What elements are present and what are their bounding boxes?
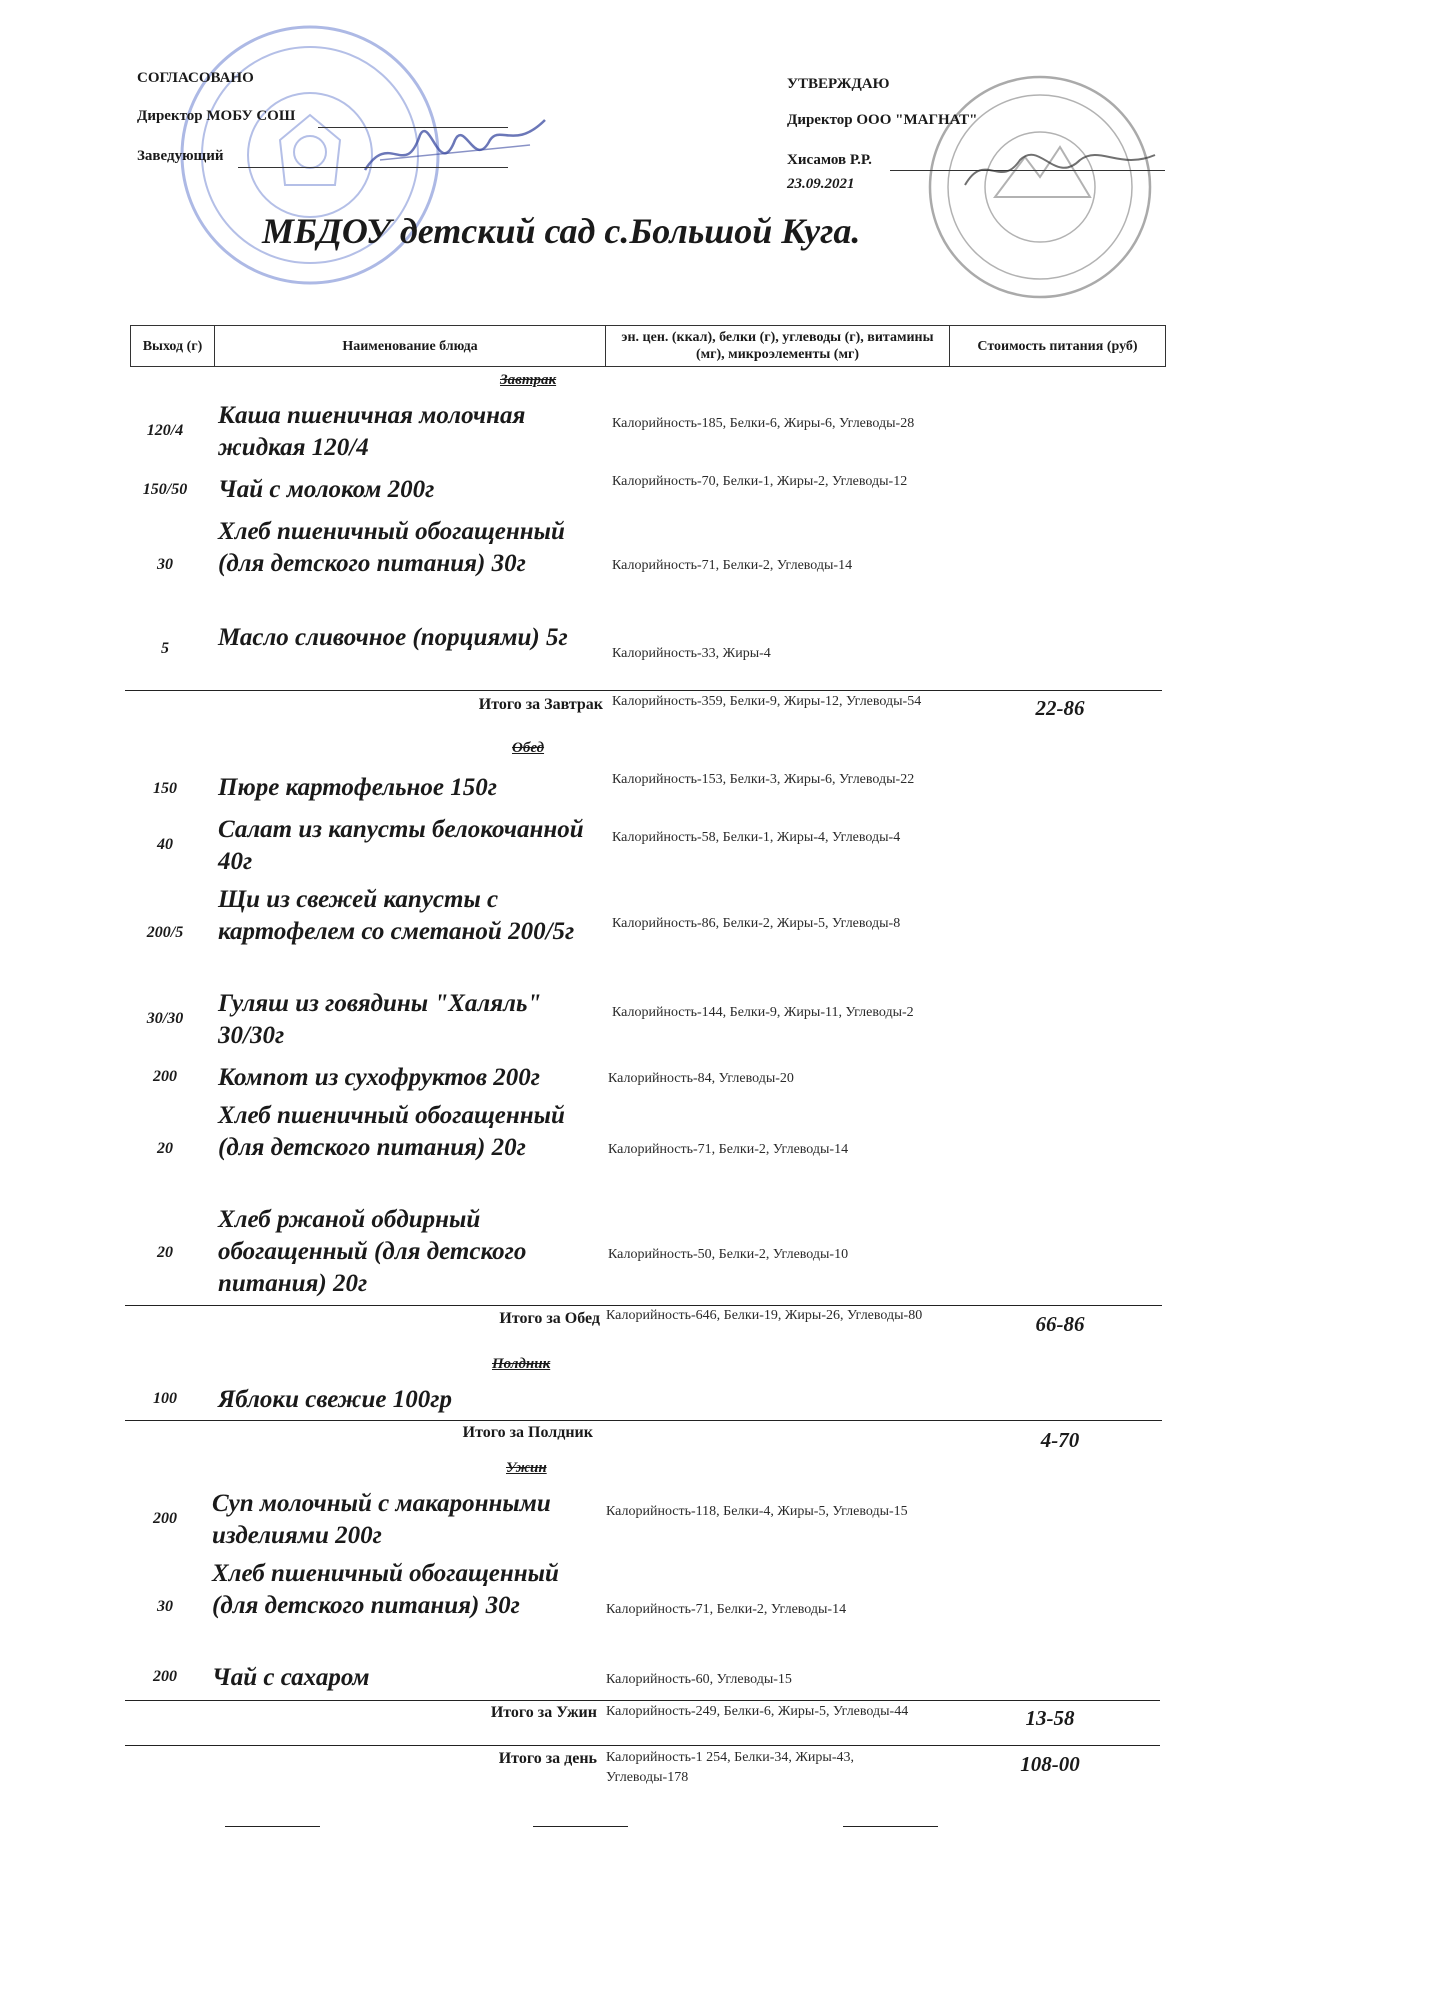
row-weight: 40 [157,836,173,853]
row-dish: Яблоки свежие 100гр [218,1386,452,1413]
row-dish: Суп молочный с макаронными изделиями 200г [212,1490,551,1549]
total-nutrition-breakfast: Калорийность-359, Белки-9, Жиры-12, Углеводы-54 [612,694,922,709]
row-dish: Каша пшеничная молочная жидкая 120/4 [218,402,526,461]
row-nutrition: Калорийность-33, Жиры-4 [612,646,771,661]
school-signature [360,110,550,190]
header-right-director: Директор ООО "МАГНАТ" [787,112,978,128]
total-nutrition-dinner: Калорийность-249, Белки-6, Жиры-5, Углеводы-44 [606,1704,909,1719]
header-right-date: 23.09.2021 [787,176,855,192]
row-nutrition: Калорийность-71, Белки-2, Углеводы-14 [612,558,853,573]
row-dish: Хлеб пшеничный обогащенный (для детского питания) 30г [218,518,565,577]
footer-line [843,1826,938,1827]
row-weight: 30/30 [146,1010,184,1027]
total-label-dinner: Итого за Ужин [490,1704,597,1721]
row-dish: Гуляш из говядины "Халяль" 30/30г [218,990,542,1049]
row-nutrition: Калорийность-71, Белки-2, Углеводы-14 [608,1142,849,1157]
row-nutrition: Калорийность-84, Углеводы-20 [608,1071,794,1086]
row-weight: 30 [157,1598,173,1615]
day-total-nutrition: Калорийность-1 254, Белки-34, Жиры-43, Углеводы-178 [606,1750,854,1785]
row-dish: Хлеб пшеничный обогащенный (для детского питания) 30г [212,1560,559,1619]
day-total-cost: 108-00 [1020,1752,1080,1776]
divider [125,1700,1160,1701]
total-nutrition-lunch: Калорийность-646, Белки-19, Жиры-26, Углеводы-80 [606,1308,923,1323]
row-weight: 5 [161,640,169,657]
total-label-breakfast: Итого за Завтрак [478,696,603,713]
row-nutrition: Калорийность-71, Белки-2, Углеводы-14 [606,1602,847,1617]
divider [125,1420,1162,1421]
header-left-approved: СОГЛАСОВАНО [137,70,254,86]
section-title-breakfast: Завтрак [500,372,557,388]
row-weight: 200/5 [146,924,184,941]
row-dish: Чай с молоком 200г [218,476,435,503]
header-left-director: Директор МОБУ СОШ [137,108,296,124]
divider [125,690,1162,691]
row-dish: Чай с сахаром [212,1664,370,1691]
header-left-head: Заведующий [137,148,224,164]
col-header-dish: Наименование блюда [214,325,606,367]
row-dish: Хлеб ржаной обдирный обогащенный (для детского питания) 20г [218,1206,527,1297]
header-right-name: Хисамов Р.Р. [787,152,872,168]
row-nutrition: Калорийность-58, Белки-1, Жиры-4, Углеводы-4 [612,830,901,845]
row-weight: 20 [157,1244,173,1261]
total-cost-snack: 4-70 [1040,1428,1080,1452]
total-cost-breakfast: 22-86 [1035,696,1085,720]
row-nutrition: Калорийность-60, Углеводы-15 [606,1672,792,1687]
section-title-lunch: Обед [512,740,545,756]
row-nutrition: Калорийность-86, Белки-2, Жиры-5, Углеводы-8 [612,916,901,931]
row-weight: 150 [153,780,177,797]
section-title-dinner: Ужин [506,1460,547,1476]
row-weight: 20 [157,1140,173,1157]
row-nutrition: Калорийность-118, Белки-4, Жиры-5, Углеводы-15 [606,1504,908,1519]
row-nutrition: Калорийность-153, Белки-3, Жиры-6, Углеводы-22 [612,772,915,787]
row-weight: 100 [153,1390,177,1407]
row-weight: 150/50 [142,481,188,498]
footer-line [533,1826,628,1827]
page-title: МБДОУ детский сад с.Большой Куга. [262,211,861,251]
footer-line [225,1826,320,1827]
row-weight: 200 [153,1668,177,1685]
row-nutrition: Калорийность-50, Белки-2, Углеводы-10 [608,1247,849,1262]
col-header-cost: Стоимость питания (руб) [949,325,1166,367]
total-label-snack: Итого за Полдник [462,1424,593,1441]
row-nutrition: Калорийность-70, Белки-1, Жиры-2, Углеводы-12 [612,474,908,489]
signature-line-left-1 [318,127,508,128]
total-cost-dinner: 13-58 [1025,1706,1075,1730]
row-dish: Щи из свежей капусты с картофелем со сметаной 200/5г [218,886,575,945]
signature-line-left-2 [238,167,508,168]
row-weight: 200 [153,1068,177,1085]
row-dish: Хлеб пшеничный обогащенный (для детского питания) 20г [218,1102,565,1161]
day-total-label: Итого за день [498,1750,597,1767]
col-header-weight: Выход (г) [130,325,215,367]
row-nutrition: Калорийность-185, Белки-6, Жиры-6, Углеводы-28 [612,416,915,431]
total-cost-lunch: 66-86 [1035,1312,1085,1336]
total-label-lunch: Итого за Обед [499,1310,600,1327]
section-title-snack: Полдник [492,1356,551,1372]
row-nutrition: Калорийность-144, Белки-9, Жиры-11, Углеводы-2 [612,1005,914,1020]
signature-line-right [890,170,1165,171]
col-header-nutrition: эн. цен. (ккал), белки (г), углеводы (г), витамины (мг), микроэлементы (мг) [605,325,950,367]
row-dish: Пюре картофельное 150г [218,774,497,801]
row-weight: 200 [153,1510,177,1527]
row-dish: Масло сливочное (порциями) 5г [218,624,568,651]
divider [125,1745,1160,1746]
header-right-approve: УТВЕРЖДАЮ [787,76,890,92]
row-dish: Салат из капусты белокочанной 40г [218,816,584,875]
row-weight: 120/4 [146,422,184,439]
row-dish: Компот из сухофруктов 200г [218,1064,541,1091]
row-weight: 30 [157,556,173,573]
